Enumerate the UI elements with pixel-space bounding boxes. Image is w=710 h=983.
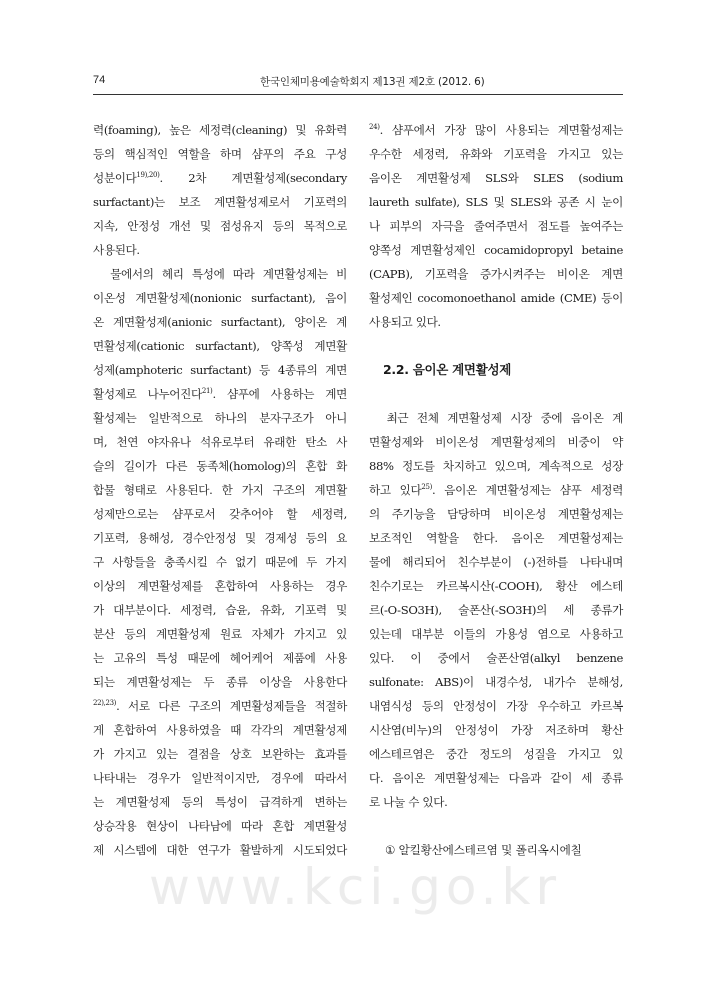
header-rule: [93, 94, 623, 95]
text-line: [369, 166, 623, 190]
text-line: [369, 670, 623, 694]
line-text: 활성제로 나누어진다: [93, 387, 202, 401]
text-line: [369, 406, 623, 430]
line-text: 지속, 안정성 개선 및 점성유지 등의 목적으로: [93, 219, 347, 233]
text-line: [93, 406, 347, 430]
text-line: [369, 622, 623, 646]
list-item-1: ① 알킬황산에스테르염 및 폴리옥시에칠: [385, 843, 582, 857]
text-line: [93, 214, 347, 238]
text-line: [369, 118, 623, 142]
text-line: [93, 742, 347, 766]
text-line: [93, 286, 347, 310]
text-line: [93, 814, 347, 838]
line-text: 친수기로는 카르복시산(-COOH), 황산 에스테: [369, 579, 623, 593]
line-text: 면활성제(cationic surfactant), 양쪽성 계면활: [93, 339, 347, 353]
text-line: [93, 766, 347, 790]
text-line: [369, 766, 623, 790]
line-text-continued: . 샴푸에서 가장 많이 사용되는 계면활성제는: [379, 123, 623, 137]
line-text: 물에 해리되어 친수부분이 (-)전하를 나타내며: [369, 555, 623, 569]
line-text: laureth sulfate), SLS 및 SLES와 공존 시 눈이: [369, 195, 623, 209]
line-text: 성제(amphoteric surfactant) 등 4종류의 계면: [93, 363, 347, 377]
text-line: [369, 142, 623, 166]
line-text: 기포력, 용해성, 경수안정성 및 경제성 등의 요: [93, 531, 347, 545]
text-line: [369, 502, 623, 526]
citation-superscript: 21): [201, 387, 213, 395]
text-line: [93, 334, 347, 358]
line-text: 성분이다: [93, 171, 137, 185]
text-line: [369, 790, 623, 814]
line-text: 활성제인 cocomonoethanol amide (CME) 등이: [369, 291, 623, 305]
line-text: 제 시스템에 대한 연구가 활발하게 시도되었다: [93, 843, 347, 857]
text-line: [369, 694, 623, 718]
line-text: 며, 천연 야자유나 석유로부터 유래한 탄소 사: [93, 435, 347, 449]
citation-superscript: 19),20): [136, 171, 160, 179]
line-text: 구 사항들을 충족시킬 수 없기 때문에 두 가지: [93, 555, 347, 569]
text-line: [369, 286, 623, 310]
line-text: 88% 정도를 차지하고 있으며, 계속적으로 성장: [369, 459, 623, 473]
text-line: [93, 718, 347, 742]
line-text-continued: . 서로 다른 구조의 계면활성제들을 적절하: [116, 699, 347, 713]
line-text: 는 고유의 특성 때문에 헤어케어 제품에 사용: [93, 651, 347, 665]
line-text: 슬의 길이가 다른 동족체(homolog)의 혼합 화: [93, 459, 347, 473]
text-line: [369, 598, 623, 622]
line-text: 이상의 계면활성제를 혼합하여 사용하는 경우: [93, 579, 347, 593]
spacer: [369, 334, 623, 358]
line-text: 력(foaming), 높은 세정력(cleaning) 및 유화력: [93, 123, 347, 137]
text-line: [369, 214, 623, 238]
line-text: 의 주기능을 담당하며 비이온성 계면활성제는: [369, 507, 623, 521]
text-line: [93, 238, 347, 262]
line-text: (CAPB), 기포력을 증가시켜주는 비이온 계면: [369, 267, 623, 281]
line-text: 물에서의 헤리 특성에 따라 계면활성제는 비: [93, 267, 347, 281]
text-line: [93, 574, 347, 598]
line-text: 에스테르염은 중간 정도의 성질을 가지고 있: [369, 747, 623, 761]
line-text: 온 계면활성제(anionic surfactant), 양이온 계: [93, 315, 347, 329]
text-line: [93, 190, 347, 214]
text-line: [369, 574, 623, 598]
text-line: [369, 478, 623, 502]
line-text: 이온성 계면활성제(nonionic surfactant), 음이: [93, 291, 347, 305]
text-line: [369, 550, 623, 574]
line-text: 최근 전체 계면활성제 시장 중에 음이온 계: [369, 411, 623, 425]
line-text: 다. 음이온 계면활성제는 다음과 같이 세 종류: [369, 771, 623, 785]
text-line: [93, 598, 347, 622]
line-text: 등의 핵심적인 역할을 하며 샴푸의 주요 구성: [93, 147, 347, 161]
line-text: 성제만으로는 샴푸로서 갖추어야 할 세정력,: [93, 507, 347, 521]
citation-superscript: 25): [421, 483, 432, 491]
line-text: 분산 등의 계면활성제 원료 자체가 가지고 있: [93, 627, 347, 641]
line-text: 상승작용 현상이 나타남에 따라 혼합 계면활성: [93, 819, 347, 833]
text-line: [369, 190, 623, 214]
line-text: 하고 있다: [369, 483, 422, 497]
line-text: 나타내는 경우가 일반적이지만, 경우에 따라서: [93, 771, 347, 785]
text-line: [93, 262, 347, 286]
line-text: 있다. 이 중에서 술폰산염(alkyl benzene: [369, 651, 623, 665]
line-text: 시산염(비누)의 안정성이 가장 저조하며 황산: [369, 723, 623, 737]
text-line: [93, 790, 347, 814]
line-text: 르(-O-SO3H), 술폰산(-SO3H)의 세 종류가: [369, 603, 623, 617]
text-line: [93, 502, 347, 526]
line-text: 보조적인 역할을 한다. 음이온 계면활성제는: [369, 531, 623, 545]
text-line: [93, 526, 347, 550]
text-line: [93, 166, 347, 190]
text-line: [93, 430, 347, 454]
line-text: 사용된다.: [93, 243, 140, 257]
citation-superscript: 22),23): [93, 699, 117, 707]
line-text: 음이온 계면활성제 SLS와 SLES (sodium: [369, 171, 623, 185]
text-line: [93, 622, 347, 646]
line-text: 양쪽성 계면활성제인 cocamidopropyl betaine: [369, 243, 623, 257]
text-line: [369, 262, 623, 286]
page-number: 74: [93, 74, 106, 86]
line-text: 는 계면활성제 등의 특성이 급격하게 변하는: [93, 795, 347, 809]
citation-superscript: 24): [369, 123, 380, 131]
spacer: [369, 382, 623, 406]
text-line: [93, 454, 347, 478]
right-column-top: [369, 118, 623, 334]
text-line: [369, 238, 623, 262]
text-line: [369, 646, 623, 670]
text-line: [369, 526, 623, 550]
right-column: [369, 118, 623, 862]
text-line: [93, 670, 347, 694]
text-line: [369, 718, 623, 742]
text-line: [93, 694, 347, 718]
spacer: [369, 814, 623, 838]
line-text: 합물 형태로 사용된다. 한 가지 구조의 계면활: [93, 483, 347, 497]
line-text: sulfonate: ABS)이 내경수성, 내가수 분해성,: [369, 675, 623, 689]
right-column-bottom: [369, 406, 623, 814]
text-line: [93, 142, 347, 166]
line-text: 나 피부의 자극을 줄여주면서 점도를 높여주는: [369, 219, 623, 233]
line-text: 가 대부분이다. 세정력, 습윤, 유화, 기포력 및: [93, 603, 347, 617]
left-column: [93, 118, 347, 862]
line-text: 우수한 세정력, 유화와 기포력을 가지고 있는: [369, 147, 623, 161]
line-text-continued: . 음이온 계면활성제는 샴푸 세정력: [431, 483, 623, 497]
text-line: [369, 454, 623, 478]
line-text: 있는데 대부분 이들의 가용성 염으로 사용하고: [369, 627, 623, 641]
text-line: [93, 118, 347, 142]
line-text: 사용되고 있다.: [369, 315, 441, 329]
text-line: [93, 646, 347, 670]
text-line: [369, 742, 623, 766]
text-line: [369, 310, 623, 334]
text-line: [93, 382, 347, 406]
text-line: [93, 358, 347, 382]
text-line: [93, 310, 347, 334]
line-text: 활성제는 일반적으로 하나의 분자구조가 아니: [93, 411, 347, 425]
line-text: 로 나눌 수 있다.: [369, 795, 448, 809]
line-text: 내염식성 등의 안정성이 가장 우수하고 카르복: [369, 699, 623, 713]
watermark: www.kci.go.kr: [148, 858, 562, 916]
text-line: [369, 430, 623, 454]
line-text: 면활성제와 비이온성 계면활성제의 비중이 약: [369, 435, 623, 449]
line-text: 가 가지고 있는 결점을 상호 보완하는 효과를: [93, 747, 347, 761]
section-heading: 2.2. 음이온 계면활성제: [383, 362, 511, 377]
line-text: 게 혼합하여 사용하였을 때 각각의 계면활성제: [93, 723, 347, 737]
text-line: [93, 478, 347, 502]
line-text-continued: . 샴푸에 사용하는 계면: [212, 387, 347, 401]
journal-header: 한국인체미용예술학회지 제13권 제2호 (2012. 6): [260, 76, 485, 88]
line-text: surfactant)는 보조 계면활성제로서 기포력의: [93, 195, 347, 209]
text-line: [93, 550, 347, 574]
line-text-continued: . 2차 계면활성제(secondary: [159, 171, 347, 185]
line-text: 되는 계면활성제는 두 종류 이상을 사용한다: [93, 675, 347, 689]
